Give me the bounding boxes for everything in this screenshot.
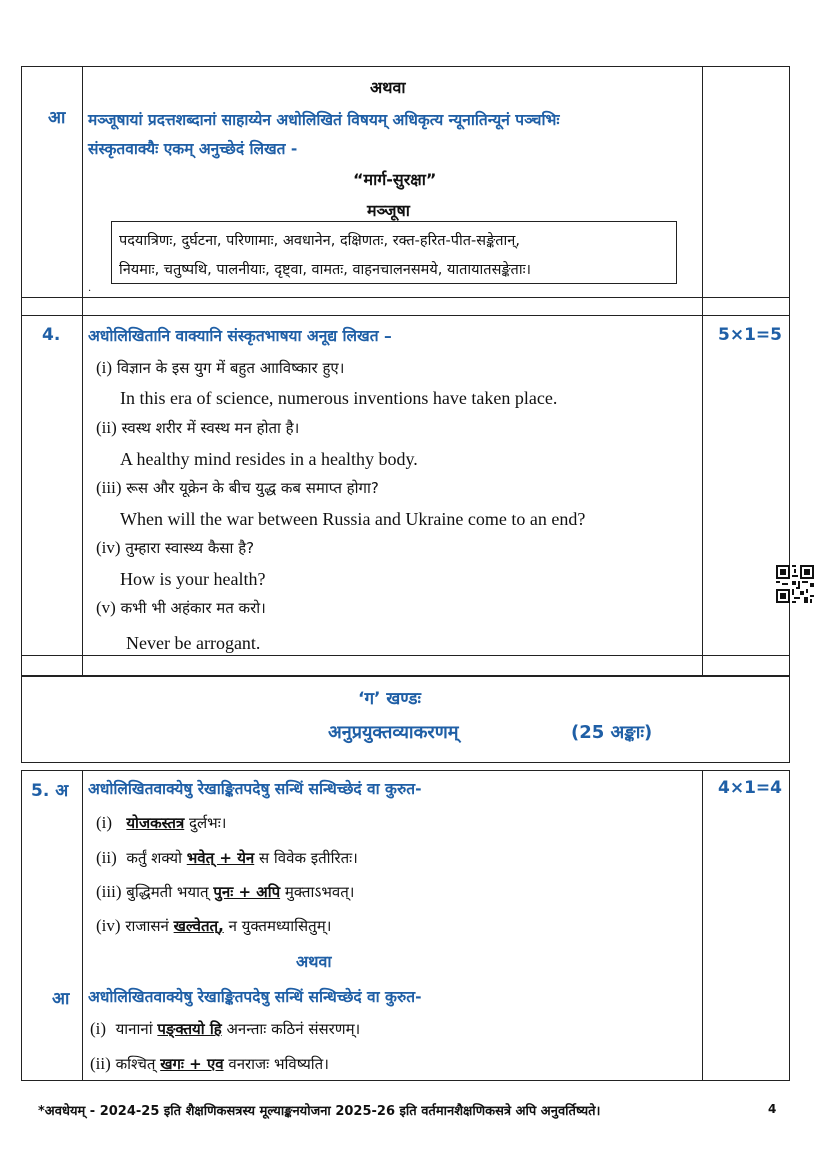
- q5-instruction: अधोलिखितवाक्येषु रेखाङ्कितपदेषु सन्धिं सन्धिच्छेदं वा कुरुत-: [88, 780, 422, 798]
- instruction-line-1: मञ्जूषायां प्रदत्तशब्दानां साहाय्येन अधोलिखितं विषयम् अधिकृत्य न्यूनातिन्यूनं पञ्चभिः: [88, 111, 560, 129]
- athva-heading: अथवा: [370, 78, 406, 97]
- instruction-line-2: संस्कृतवाक्यैः एकम् अनुच्छेदं लिखत -: [88, 140, 298, 158]
- q4-number: 4.: [42, 325, 61, 345]
- stray-dot: .: [88, 283, 92, 294]
- q5-marks: 4×1=4: [718, 778, 782, 798]
- q5-item-1: (i) योजकस्तत्र दुर्लभः।: [96, 813, 227, 832]
- q5-athva-heading: अथवा: [296, 952, 332, 971]
- q5-alt-item-2-underlined: खगः + एव: [160, 1055, 224, 1073]
- section-title: ‘ग’ खण्डः: [358, 689, 421, 709]
- q5-alt-item-1-underlined: पङ्क्तयो हि: [157, 1020, 222, 1038]
- word-box-line-1: पदयात्रिणः, दुर्घटना, परिणामाः, अवधानेन, दक्षिणतः, रक्त-हरित-पीत-सङ्केतान्,: [119, 233, 520, 249]
- word-box-line-2: नियमाः, चतुष्पथि, पालनीयाः, दृष्ट्वा, वामतः, वाहनचालनसमये, यातायातसङ्केताः।: [119, 262, 531, 278]
- qr-code-icon: [776, 565, 814, 603]
- q4-item-3-hindi: (iii) रूस और यूक्रेन के बीच युद्ध कब समाप्त होगा?: [96, 478, 379, 497]
- q5-alt-instruction: अधोलिखितवाक्येषु रेखाङ्कितपदेषु सन्धिं सन्धिच्छेदं वा कुरुत-: [88, 988, 422, 1006]
- q5-item-2: (ii) कर्तुं शक्यो भवेत् + येन स विवेक इतीरितः।: [96, 848, 358, 867]
- q5-alt-label: आ: [52, 989, 70, 1009]
- footer-note: *अवधेयम् - 2024-25 इति शैक्षणिकसत्रस्य मूल्याङ्कनयोजना 2025-26 इति वर्तमानशैक्षणिकसत्रे अपि अनुवर्तिष्यते।: [38, 1104, 601, 1119]
- page-number: 4: [768, 1102, 777, 1116]
- q5-item-3: (iii) बुद्धिमती भयात् पुनः + अपि मुक्ताऽभवत्।: [96, 882, 355, 901]
- box-title: मञ्जूषा: [367, 201, 410, 220]
- q4-item-1-english: In this era of science, numerous inventions have taken place.: [120, 388, 558, 408]
- section-marks: (25 अङ्काः): [571, 722, 653, 743]
- q5-item-1-underlined: योजकस्तत्र: [126, 814, 185, 832]
- q4-item-4-english: How is your health?: [120, 569, 266, 589]
- q5-alt-item-1: (i) यानानां पङ्क्तयो हि अनन्ताः कठिनं संसरणम्।: [90, 1019, 361, 1038]
- q4-item-2-hindi: (ii) स्वस्थ शरीर में स्वस्थ मन होता है।: [96, 418, 300, 437]
- q4-instruction: अधोलिखितानि वाक्यानि संस्कृतभाषया अनूद्य लिखत –: [88, 327, 392, 345]
- q5-number: 5. अ: [31, 781, 69, 801]
- q4-item-3-english: When will the war between Russia and Ukraine come to an end?: [120, 509, 586, 529]
- q5-item-3-underlined: पुनः + अपि: [213, 883, 281, 901]
- q4-item-5-hindi: (v) कभी भी अहंकार मत करो।: [96, 598, 266, 617]
- q4-marks: 5×1=5: [718, 325, 782, 345]
- q4-item-4-hindi: (iv) तुम्हारा स्वास्थ्य कैसा है?: [96, 538, 255, 557]
- section-subtitle: अनुप्रयुक्तव्याकरणम्: [328, 722, 459, 743]
- q5-alt-item-2: (ii) कश्चित् खगः + एव वनराजः भविष्यति।: [90, 1054, 329, 1073]
- topic-title: “मार्ग-सुरक्षा”: [353, 170, 437, 189]
- question-label: आ: [48, 108, 66, 128]
- q4-item-1-hindi: (i) विज्ञान के इस युग में बहुत आाविष्कार हुए।: [96, 358, 345, 377]
- q5-item-4-underlined: खल्वेतत्,: [173, 917, 224, 935]
- q4-item-2-english: A healthy mind resides in a healthy body.: [120, 449, 418, 469]
- q4-item-5-english: Never be arrogant.: [126, 633, 261, 653]
- q5-item-4: (iv) राजासनं खल्वेतत्, न युक्तमध्यासितुम्।: [96, 916, 332, 935]
- q5-item-2-underlined: भवेत् + येन: [186, 849, 255, 867]
